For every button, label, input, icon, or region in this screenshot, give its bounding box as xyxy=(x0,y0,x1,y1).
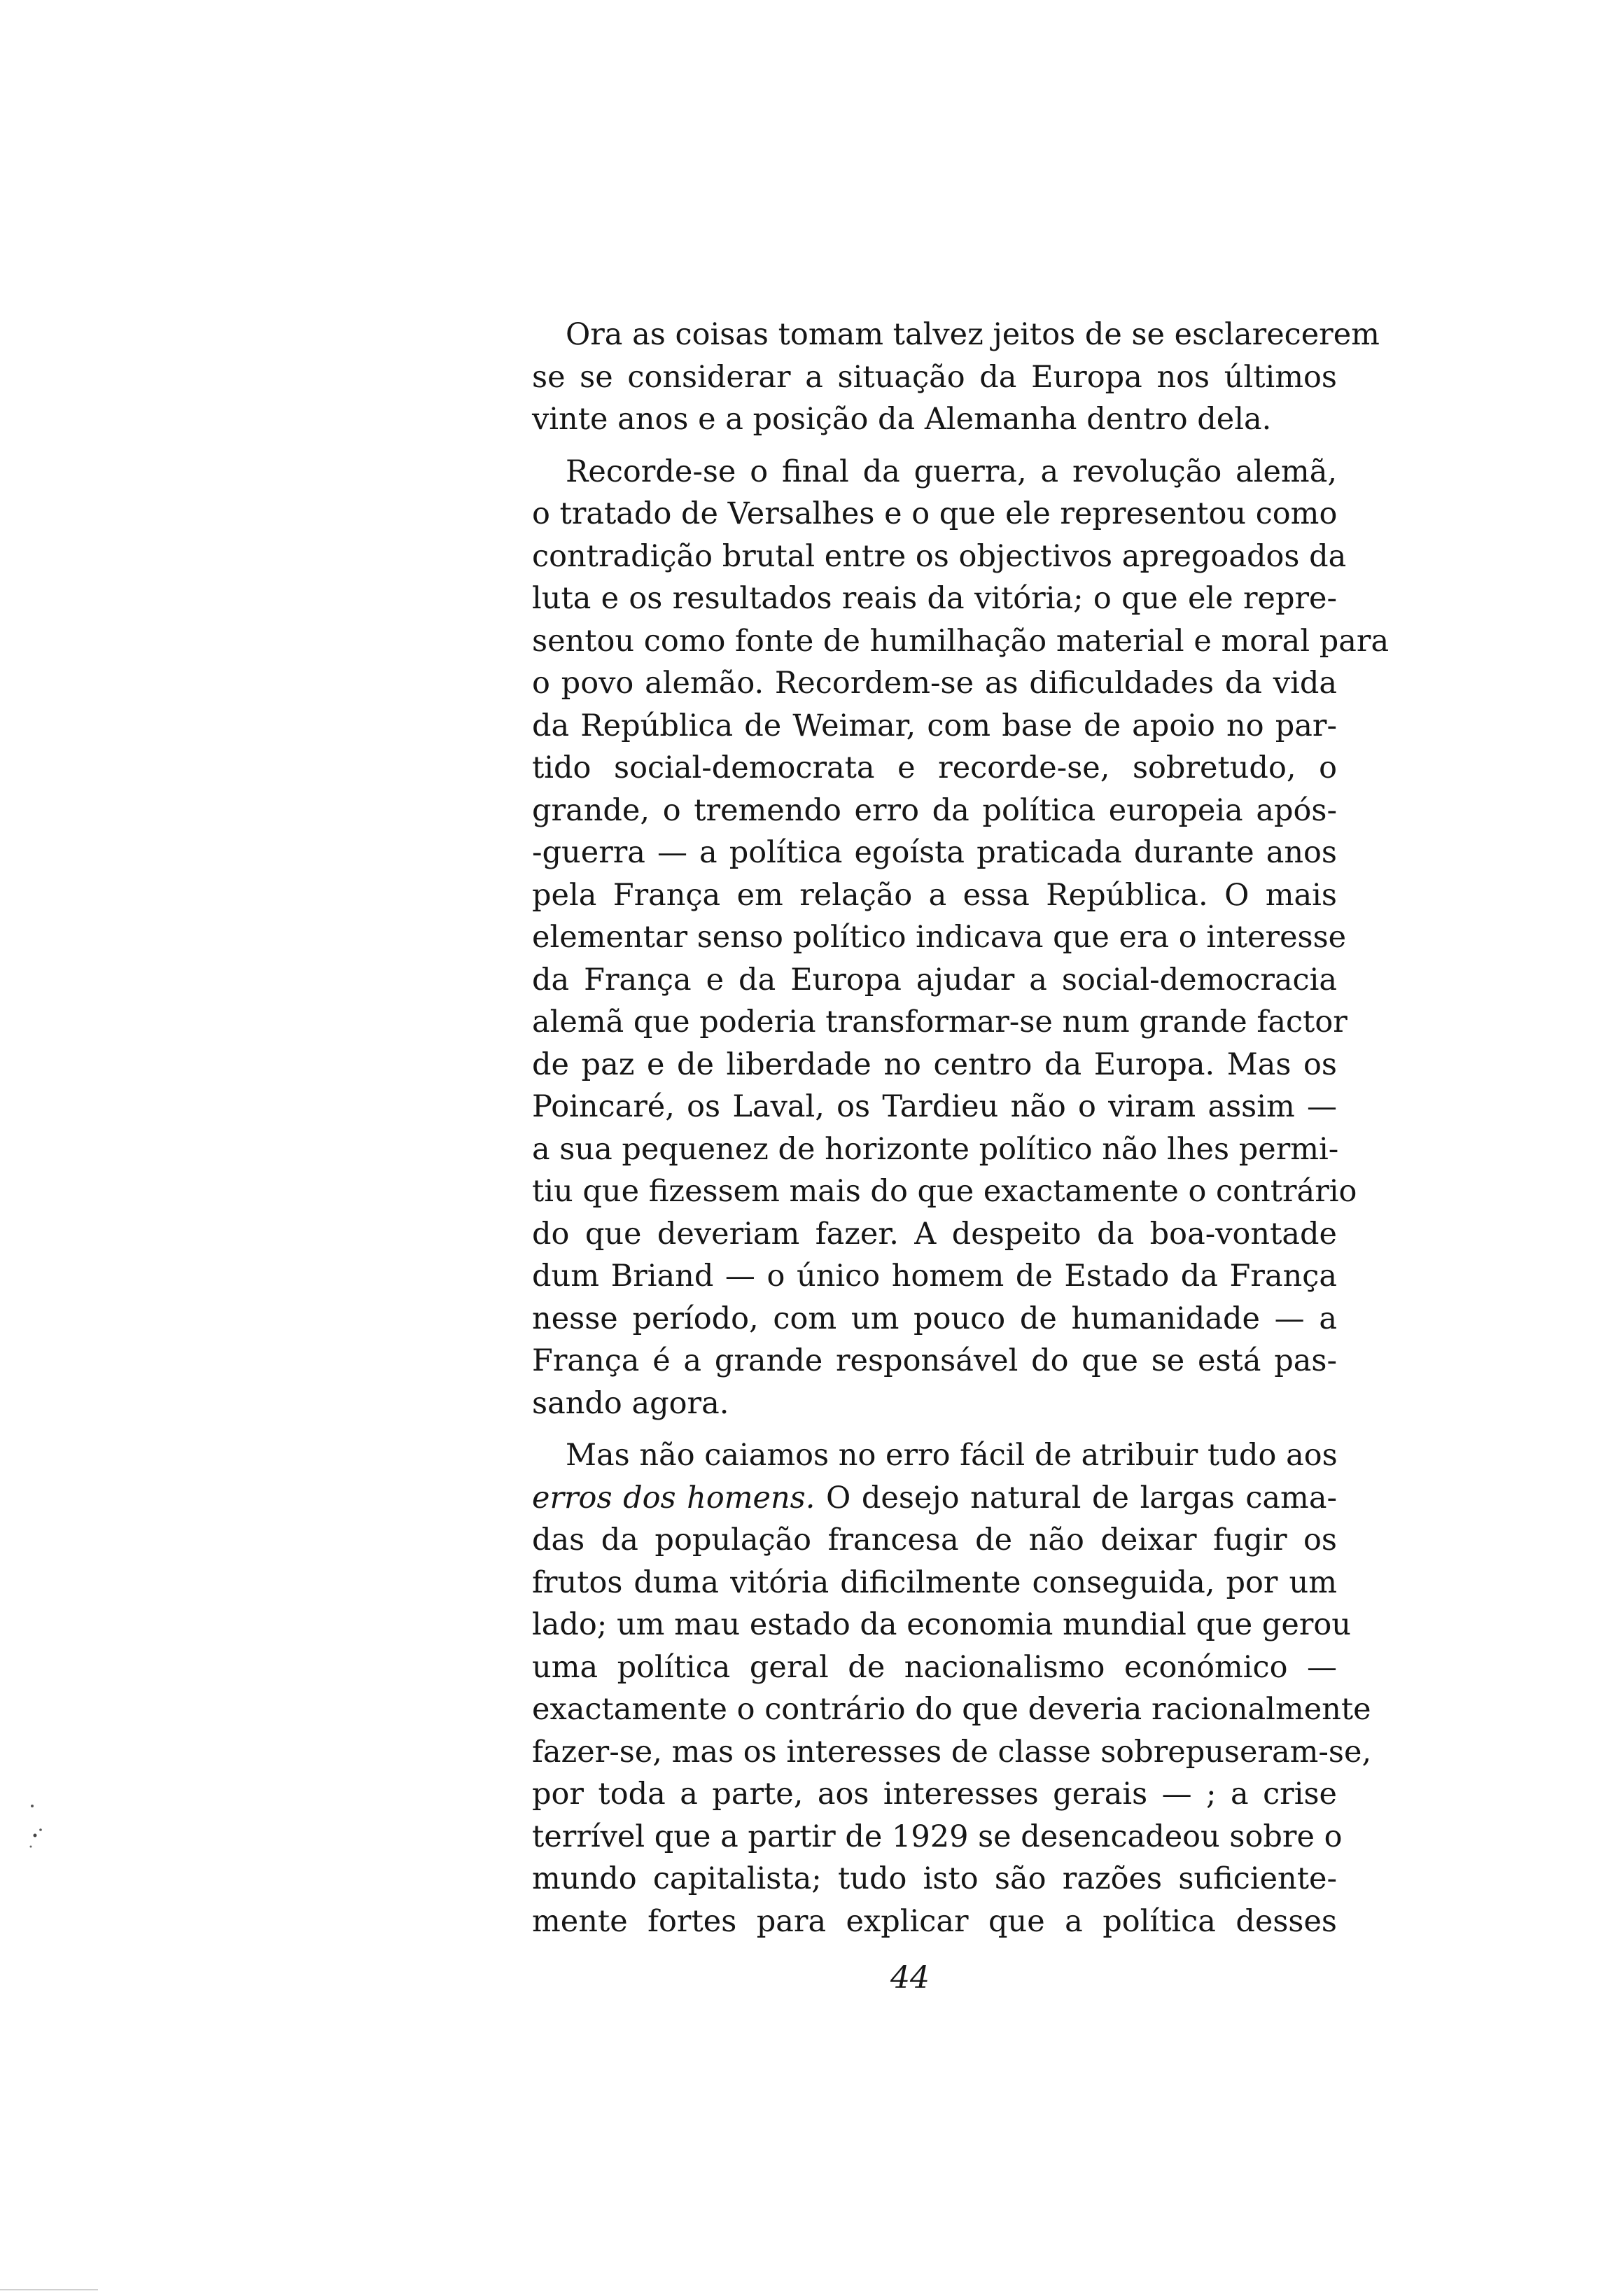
text-line: luta e os resultados reais da vitória; o que ele repre- xyxy=(532,581,1337,616)
text-line: o tratado de Versalhes e o que ele representou como xyxy=(532,496,1338,531)
text-line: contradição brutal entre os objectivos apregoados da xyxy=(532,538,1347,574)
text-line: França é a grande responsável do que se está pas- xyxy=(532,1343,1337,1378)
text-line: das da população francesa de não deixar fugir os xyxy=(532,1522,1337,1558)
text-line: terrível que a partir de 1929 se desencadeou sobre o xyxy=(532,1819,1343,1854)
text-line: exactamente o contrário do que deveria racionalmente xyxy=(532,1692,1371,1727)
text-line: sentou como fonte de humilhação material e moral para xyxy=(532,623,1390,659)
text-fragment: O desejo natural de largas cama- xyxy=(815,1480,1337,1516)
text-line: do que deveriam fazer. A despeito da boa-vontade xyxy=(532,1216,1337,1252)
text-line: Recorde-se o final da guerra, a revolução alemã, xyxy=(566,454,1337,489)
paragraph-2 xyxy=(532,451,1390,1425)
text-line: se se considerar a situação da Europa nos últimos xyxy=(532,359,1337,395)
text-line: tiu que fizessem mais do que exactamente o contrário xyxy=(532,1174,1357,1209)
text-line-with-emphasis xyxy=(532,1477,1337,1520)
paper-specks-decoration xyxy=(28,1799,49,1869)
text-line: o povo alemão. Recordem-se as dificuldades da vida xyxy=(532,666,1337,701)
text-line: alemã que poderia transformar-se num grande factor xyxy=(532,1004,1348,1040)
emphasized-phrase: erros dos homens. xyxy=(532,1480,816,1516)
page-number: 44 xyxy=(890,1960,930,1996)
text-line: a sua pequenez de horizonte político não lhes permi- xyxy=(532,1131,1339,1167)
text-line: sando agora. xyxy=(532,1385,729,1421)
text-line: elementar senso político indicava que era o interesse xyxy=(532,920,1347,955)
text-line: da República de Weimar, com base de apoio no par- xyxy=(532,708,1337,743)
text-line: frutos duma vitória dificilmente conseguida, por um xyxy=(532,1564,1337,1600)
text-line: Mas não caiamos no erro fácil de atribuir tudo aos xyxy=(566,1438,1338,1473)
text-line: dum Briand — o único homem de Estado da França xyxy=(532,1259,1337,1294)
text-line: Poincaré, os Laval, os Tardieu não o viram assim — xyxy=(532,1089,1337,1124)
text-line: vinte anos e a posição da Alemanha dentro dela. xyxy=(532,402,1272,437)
text-line: Ora as coisas tomam talvez jeitos de se esclarecerem xyxy=(566,317,1380,352)
text-line: uma política geral de nacionalismo económico — xyxy=(532,1649,1337,1685)
paragraph-3 xyxy=(532,1434,1372,1942)
text-line: da França e da Europa ajudar a social-democracia xyxy=(532,962,1337,997)
text-line: nesse período, com um pouco de humanidade — a xyxy=(532,1301,1337,1336)
text-line: pela França em relação a essa República. O mais xyxy=(532,877,1337,913)
text-line: -guerra — a política egoísta praticada durante anos xyxy=(532,835,1337,870)
text-line: tido social-democrata e recorde-se, sobretudo, o xyxy=(532,750,1337,785)
text-line: grande, o tremendo erro da política europeia após- xyxy=(532,792,1337,828)
text-line: lado; um mau estado da economia mundial que gerou xyxy=(532,1607,1351,1642)
text-line: de paz e de liberdade no centro da Europa. Mas os xyxy=(532,1046,1337,1082)
text-line: mundo capitalista; tudo isto são razões suficiente- xyxy=(532,1861,1337,1896)
text-line: por toda a parte, aos interesses gerais — ; a crise xyxy=(532,1777,1337,1812)
paragraph-1 xyxy=(532,314,1380,441)
text-line: mente fortes para explicar que a política desses xyxy=(532,1903,1337,1939)
text-line: fazer-se, mas os interesses de classe sobrepuseram-se, xyxy=(532,1734,1372,1770)
body-text xyxy=(532,314,1390,1942)
scan-edge-mark xyxy=(0,2289,98,2290)
